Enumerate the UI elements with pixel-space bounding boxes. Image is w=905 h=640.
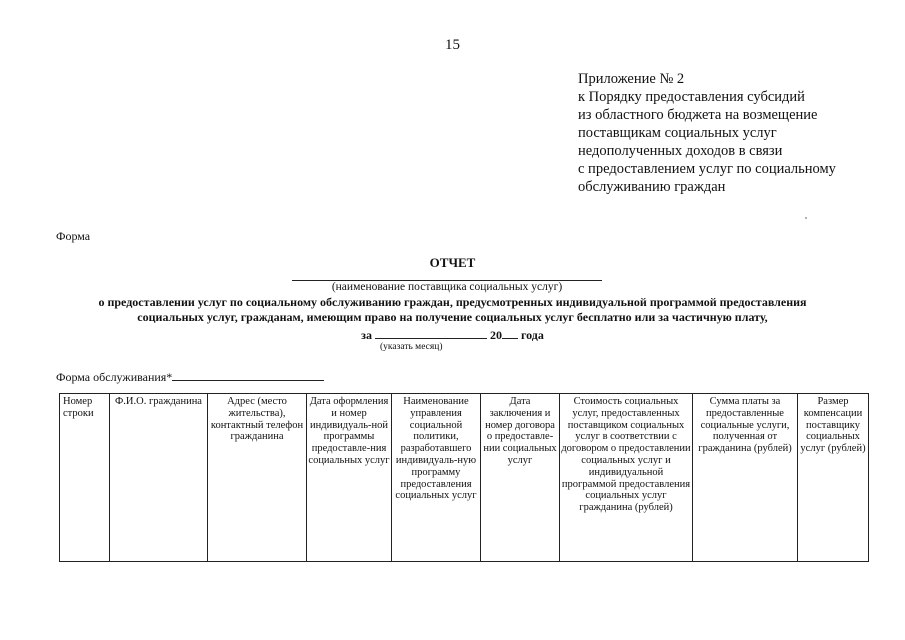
column-header: Адрес (место жительства), контактный телефон гражданина — [208, 394, 307, 562]
column-header: Дата оформления и номер индивидуаль-ной программы предоставле-ния социальных услуг — [307, 394, 392, 562]
appendix-line: Приложение № 2 — [578, 71, 685, 87]
month-blank — [375, 327, 487, 339]
subtitle-line: социальных услуг, гражданам, имеющим право на получение социальных услуг бесплатно или за частичную плату, — [137, 310, 768, 324]
provider-caption: (наименование поставщика социальных услуг) — [331, 281, 563, 293]
report-title: ОТЧЕТ — [429, 255, 476, 270]
period-prefix: за — [361, 328, 372, 342]
appendix-heading — [578, 70, 878, 196]
page-number: 15 — [445, 37, 460, 53]
scan-dot — [805, 217, 807, 219]
report-table — [59, 393, 869, 562]
appendix-line: к Порядку предоставления субсидий — [578, 89, 805, 105]
column-header: Сумма платы за предоставленные социальные услуги, полученная от гражданина (рублей) — [693, 394, 798, 562]
column-header: Номер строки — [60, 394, 110, 562]
column-header: Размер компенсации поставщику социальных услуг (рублей) — [798, 394, 869, 562]
appendix-line: обслуживанию граждан — [578, 179, 726, 195]
service-form-blank — [172, 369, 324, 381]
column-header: Ф.И.О. гражданина — [110, 394, 208, 562]
period-suffix: года — [520, 328, 544, 342]
service-form — [56, 369, 324, 385]
column-header: Дата заключения и номер договора о предоставле-нии социальных услуг — [481, 394, 560, 562]
subtitle-line: о предоставлении услуг по социальному обслуживанию граждан, предусмотренных индивидуальной программой предоставления — [98, 295, 807, 309]
year-blank — [502, 327, 518, 339]
appendix-line: из областного бюджета на возмещение — [578, 107, 818, 123]
table-header-row — [60, 394, 869, 562]
service-form-label: Форма обслуживания* — [56, 370, 173, 384]
column-header: Стоимость социальных услуг, предоставленных поставщиком социальных услуг в соответствии с договором о предоставлении социальных услуг и индивидуальной программой предоставления социальных услуг гражданина (рублей) — [560, 394, 693, 562]
appendix-line: недополученных доходов в связи — [578, 143, 783, 159]
report-period — [0, 327, 905, 343]
month-caption: (указать месяц) — [380, 342, 443, 352]
column-header: Наименование управления социальной политики, разработавшего индивидуаль-ную программу предоставления социальных услуг — [392, 394, 481, 562]
form-label: Форма — [56, 229, 91, 243]
period-year: 20 — [489, 328, 502, 342]
appendix-line: с предоставлением услуг по социальному — [578, 161, 836, 177]
report-subtitle — [30, 295, 875, 325]
appendix-line: поставщикам социальных услуг — [578, 125, 777, 141]
